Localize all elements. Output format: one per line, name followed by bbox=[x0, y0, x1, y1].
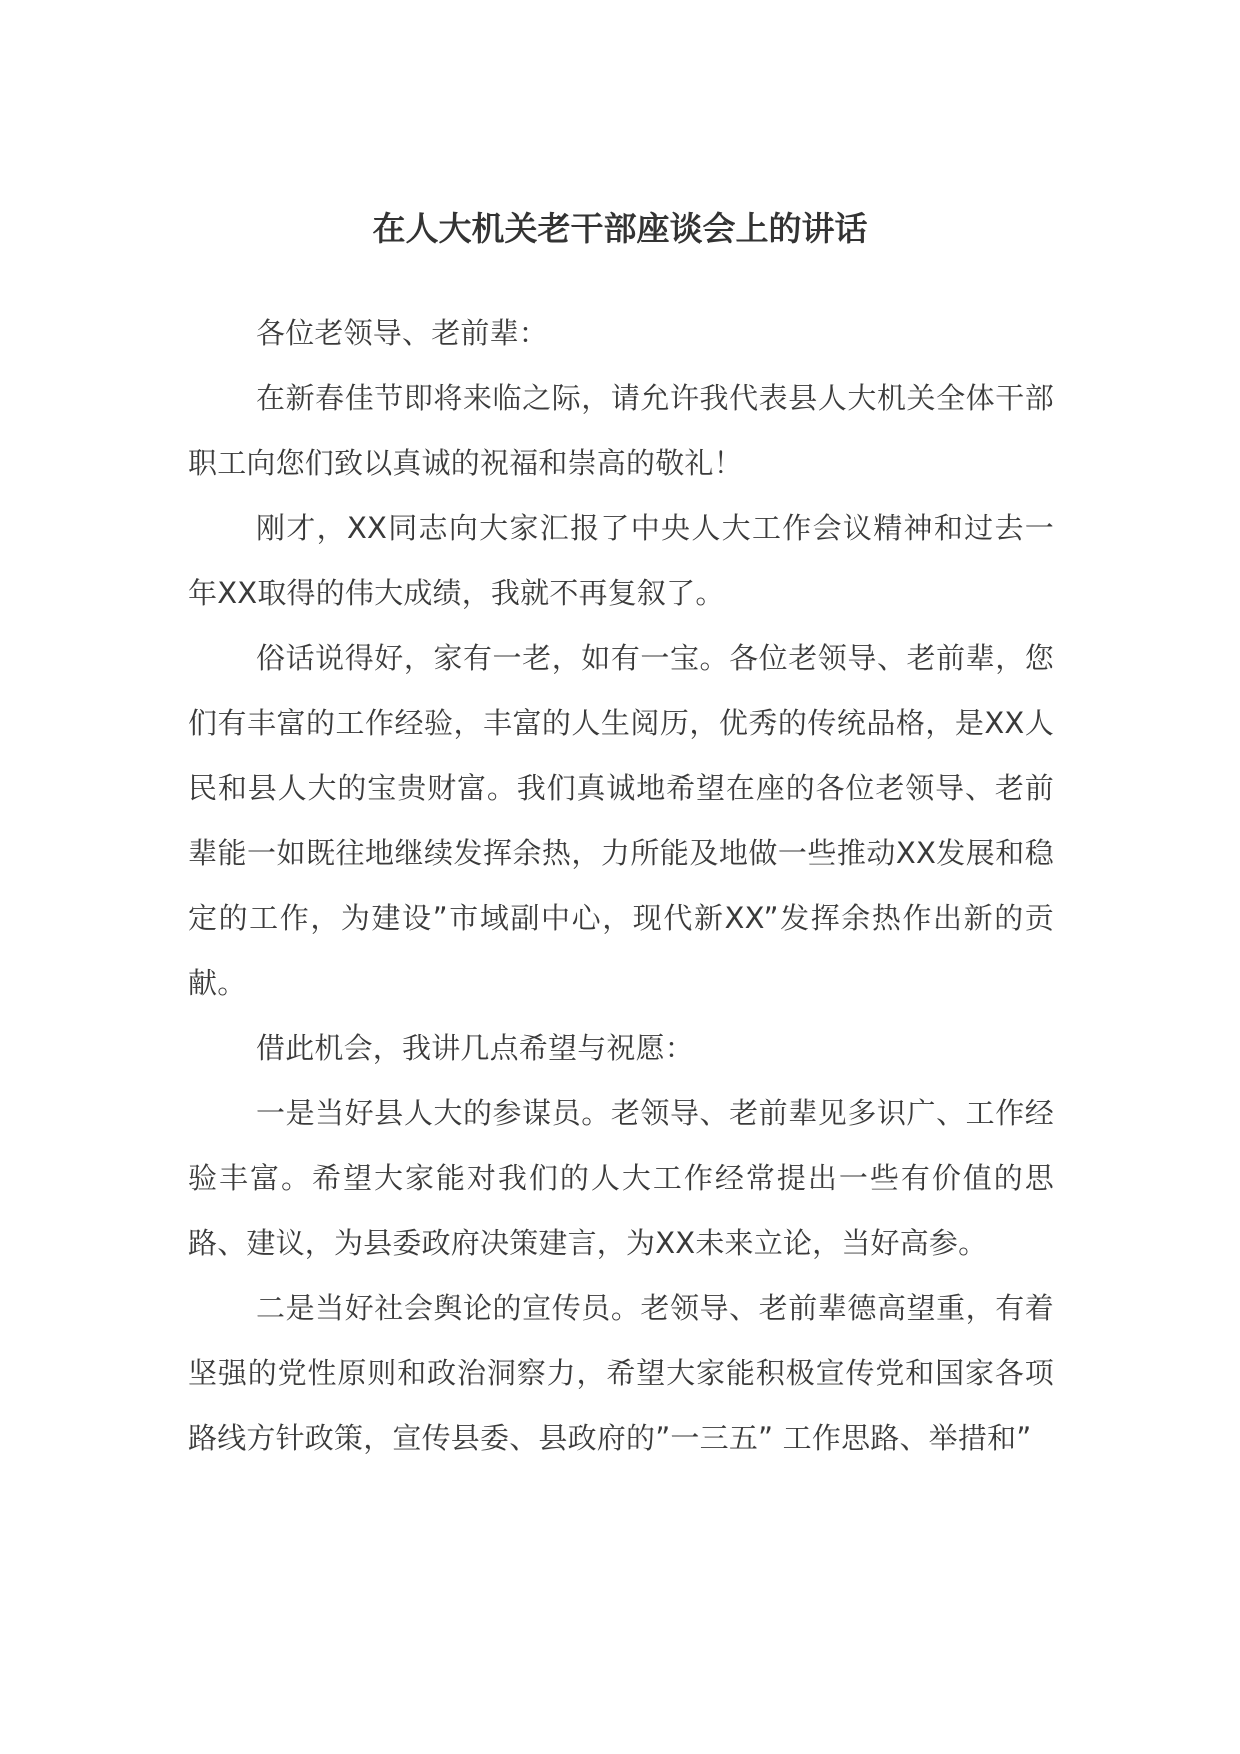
paragraph-report: 刚才，XX同志向大家汇报了中央人大工作会议精神和过去一年XX取得的伟大成绩，我就不再复叙了。 bbox=[188, 511, 1054, 610]
paragraph-appreciation: 俗话说得好，家有一老，如有一宝。各位老领导、老前辈，您们有丰富的工作经验，丰富的人生阅历，优秀的传统品格，是XX人民和县人大的宝贵财富。我们真诚地希望在座的各位老领导、老前辈能一如既往地继续发挥余热，力所能及地做一些推动XX发展和稳定的工作，为建设”市域副中心，现代新XX”发挥余热作出新的贡献。 bbox=[188, 641, 1054, 1000]
paragraph-point-two: 二是当好社会舆论的宣传员。老领导、老前辈德高望重，有着坚强的党性原则和政治洞察力，希望大家能积极宣传党和国家各项路线方针政策，宣传县委、县政府的”一三五” 工作思路、举措和” bbox=[188, 1291, 1054, 1455]
paragraph-point-one: 一是当好县人大的参谋员。老领导、老前辈见多识广、工作经验丰富。希望大家能对我们的人大工作经常提出一些有价值的思路、建议，为县委政府决策建言，为XX未来立论，当好高参。 bbox=[188, 1096, 1054, 1260]
paragraph-greeting: 在新春佳节即将来临之际，请允许我代表县人大机关全体干部职工向您们致以真诚的祝福和崇高的敬礼！ bbox=[188, 381, 1054, 480]
document-body bbox=[188, 301, 1054, 1471]
document-title: 在人大机关老干部座谈会上的讲话 bbox=[372, 209, 868, 248]
paragraph-salutation: 各位老领导、老前辈： bbox=[256, 316, 549, 350]
paragraph-wishes-intro: 借此机会，我讲几点希望与祝愿： bbox=[256, 1031, 695, 1065]
